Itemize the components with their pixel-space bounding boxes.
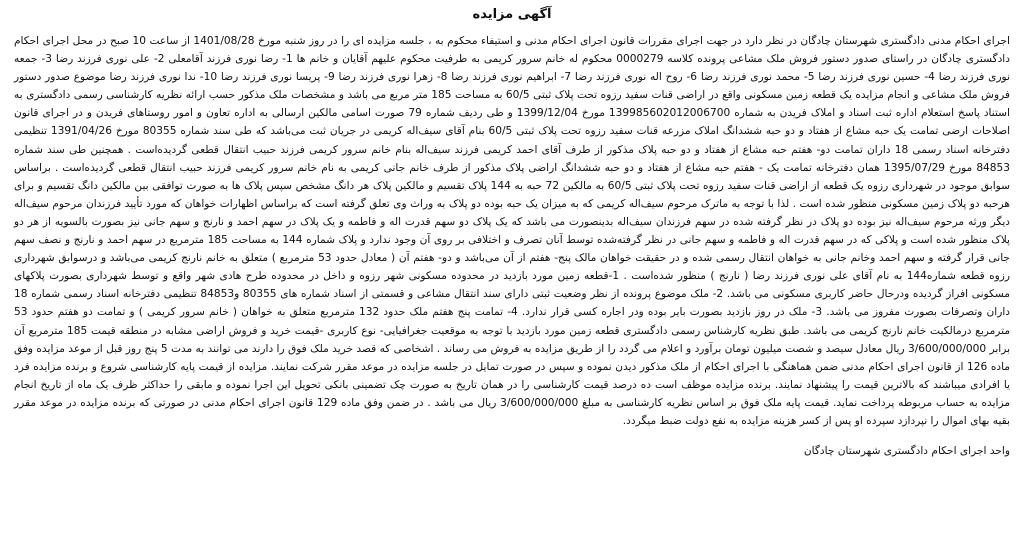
notice-body: اجرای احکام مدنی دادگستری شهرستان چادگان در نظر دارد در جهت اجرای مقررات قانون اجرای احکام مدنی و استیفاء محکوم به ، جلسه مزایده ای را در روز شنبه مورخ 1401/08/28 از ساعت 10 صبح در محل اجرای احکام دادگستری چادگان در راستای صدور دستور فروش ملک مشاعی پرونده کلاسه 0000279 محکوم له خانم سرور کریمی به طرفیت محکوم علیهم آقایان و خانم ها 1- رضا نوری فرزند آقامعلی 2- علی نوری فرزند رضا 3- جمعه نوری فرزند رضا 4- حسین نوری فرزند رضا 5- محمد نوری فرزند رضا 6- روح اله نوری فرزند رضا 7- ابراهیم نوری فرزند رضا 8- زهرا نوری فرزند رضا 9- پریسا نوری فرزند رضا 10- ندا نوری فرزند رضا موضوع صدور دستور فروش ملک مشاعی و انجام مزایده یک قطعه زمین مسکونی واقع در اراضی قنات سفید رزوه تحت پلاک ثبتی 60/5 به مساحت 185 متر مربع می باشد و مشخصات ملک مذکور حسب ارائه نظریه کارشناسی رسمی دادگستری به استناد پاسخ استعلام اداره ثبت اسناد و املاک فریدن به شماره 139985602012006700 مورخ 1399/12/04 و طی ردیف شماره 79 صورت اسامی مالکین ارسالی به اداره تعاون و امور روستاهای فریدن و در اجرای قانون اصلاحات ارضی تمامت یک حبه مشاع از هفتاد و دو حبه ششدانگ املاک مزرعه قنات سفید رزوه تحت پلاک ثبتی 60/5 بنام آقای سیف‌اله کریمی در جریان ثبت می‌باشد که طی سند شماره 80355 مورخ 1391/04/26 تنظیمی دفترخانه اسناد رسمی 18 داران تمامت دو- هفتم حبه مشاع از هفتاد و دو حبه پلاک مذکور از طرف آقای احمد کریمی فرزند سیف‌اله بنام خانم سرور کریمی فرزند حبیب انتقال قطعی گردیده‌است . همچنین طی سند شماره 84853 مورخ 1395/07/29 همان دفترخانه تمامت یک - هفتم حبه مشاع از هفتاد و دو حبه ششدانگ اراضی پلاک مذکور از طرف خانم جانی کریمی به نام خانم سرور کریمی فرزند حبیب انتقال قطعی گردیده‌است . براساس سوابق موجود در شهرداری رزوه یک قطعه از اراضی قنات سفید رزوه تحت پلاک ثبتی 60/5 به مالکین 72 حبه به 144 پلاک تقسیم و مالکین پلاک هر دانگ مشخص سپس پلاک ها به صورت توافقی بین مالکین دانگ تقسیم و برای هرحبه دو پلاک زمین مسکونی منظور شده است . لذا با توجه به ماترک مرحوم سیف‌اله کریمی که به میزان یک حبه بوده دو پلاک به وراث وی تعلق گرفته است که براساس اظهارات خواهان که مورد تأیید فرزندان مرحوم سیف‌اله دیگر ورثه مرحوم سیف‌اله نیز بوده دو پلاک در نظر گرفته شده در سهم فرزندان سیف‌اله بدینصورت می باشد که یک پلاک دو سهم قدرت اله و فاطمه و یک پلاک در سهم احمد و نارنج و سهم جانی نیز بصورت بالسویه از هر دو پلاک منظور شده است و پلاکی که در سهم قدرت اله و فاطمه و سهم جانی در نظر گرفته‌شده توسط آنان تصرف و اختلافی بر روی آن وجود ندارد و پلاک شماره 144 به مساحت 185 مترمربع در سهم احمد و نارنج و نصف سهم جانی قرار گرفته و سهم احمد وخانم جانی به خواهان انتقال رسمی شده و در حقیقت خواهان مالک پنج- هفتم از آن می‌باشد و دو- هفتم آن ( معادل حدود 53 مترمربع ) متعلق به خانم نارنج کریمی می‌باشد و درسوابق شهرداری رزوه قطعه شماره144 به نام آقای علی نوری فرزند رضا ( نارنج ) منظور شده‌است . 1-قطعه زمین مورد بازدید در محدوده مسکونی شهر رزوه و داخل در محدوده طرح هادی شهر واقع و توسط شهرداری بصورت پلاکهای مسکونی افراز گردیده ودرحال حاضر کاربری مسکونی می باشد. 2- ملک موضوع پرونده از نظر وضعیت ثبتی دارای سند انتقال مشاعی و قسمتی از اسناد شماره های 80355 و84853 تنظیمی دفترخانه اسناد رسمی شماره 18 داران وتصرفات بصورت مفروز می باشد. 3- ملک در روز بازدید بصورت بایر بوده ودر اجاره کسی قرار ندارد. 4- تمامت پنج هفتم ملک حدود 132 مترمربع متعلق به خواهان ( خانم سرور کریمی ) و تمامت دو هفتم حدود 53 مترمربع درمالکیت خانم نارنج کریمی می باشد. طبق نظریه کارشناس رسمی دادگستری قطعه زمین مورد بازدید با توجه به موقعیت جغرافیایی- نوع کاربری -قیمت خرید و فروش اراضی مشابه در منطقه قیمت 185 مترمربع آن برابر 3/600/000/000 ریال معادل سیصد و شصت میلیون تومان برآورد و اعلام می گردد را از طریق مزایده به فروش می رساند . اشخاصی که قصد خرید ملک فوق را دارند می توانند به مدت 5 پنج روز قبل از موعد مزایده وفق ماده 126 از قانون اجرای احکام مدنی ضمن هماهنگی با اجرای احکام از ملک مذکور دیدن نموده و سپس در صورت تمایل در جلسه مزایده در موعد مقرر شرکت نمایند. مزایده از قیمت پایه کارشناسی شروع و برنده مزایده فرد یا افرادی میباشند که بالاترین قیمت را پیشنهاد نمایند. برنده مزایده موظف است ده درصد قیمت کارشناسی را در همان تاریخ به صورت چک تضمینی بانکی تحویل این اجرا نموده و مابقی را حداکثر ظرف یک ماه از تاریخ انجام مزایده به حساب مربوطه پرداخت نماید. قیمت پایه ملک فوق بر اساس نظریه کارشناسی به مبلغ 3/600/000/000 ریال می باشد . در ضمن وفق ماده 129 قانون اجرای احکام مدنی در صورتی که برنده مزایده در موعد مقرر بقیه بهای اموال را نپردازد سپرده او پس از کسر هزینه مزایده به نفع دولت ضبط میگردد.: [14, 35, 1011, 427]
notice-title: آگهی مزایده: [472, 7, 552, 22]
notice-signature: واحد اجرای احکام دادگستری شهرستان چادگان: [803, 445, 1010, 458]
